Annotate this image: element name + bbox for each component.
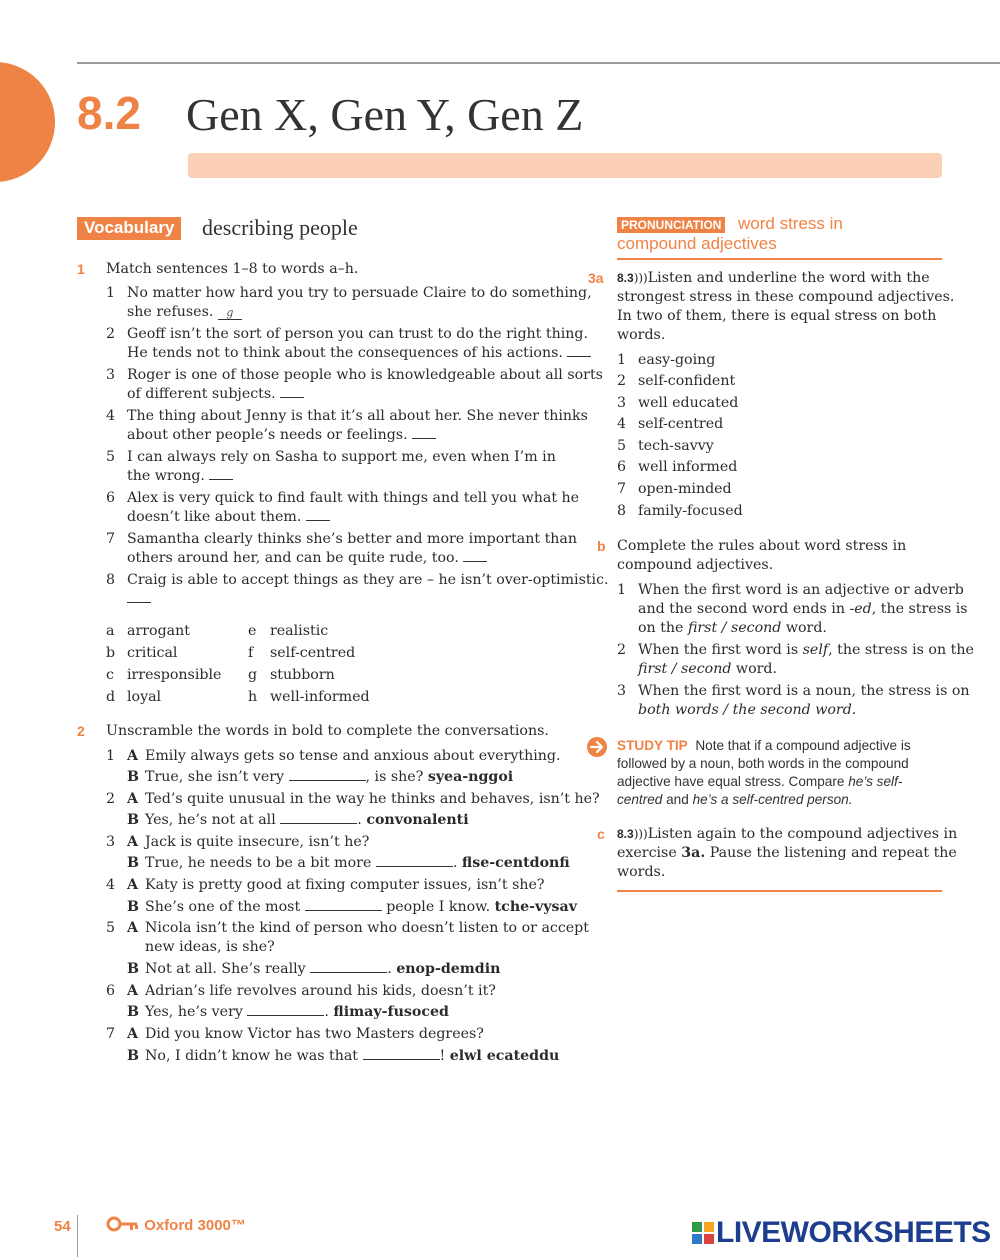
ex3b-label: b: [597, 538, 606, 554]
ex2-instruction: Unscramble the words in bold to complete the conversations.: [106, 723, 549, 739]
speaker-a: A: [127, 791, 139, 807]
study-tip-text: centred and he’s a self-centred person.: [617, 792, 853, 807]
decorative-orange-circle: [0, 62, 55, 182]
rule-text: and the second word ends in -ed, the stress is: [638, 601, 968, 617]
ex1-item-number: 1: [106, 285, 116, 301]
audio-icon[interactable]: ))): [633, 271, 648, 285]
liveworksheets-logo: LIVEWORKSHEETS: [692, 1216, 991, 1250]
vocabulary-badge: Vocabulary: [77, 217, 181, 240]
conv-number: 4: [106, 877, 116, 893]
ex3a-instruction: 8.3)))Listen and underline the word with the: [617, 270, 930, 286]
title-bar: [188, 153, 942, 178]
item-number: 1: [617, 352, 627, 368]
speaker-a: A: [127, 834, 139, 850]
ex1-instruction: Match sentences 1–8 to words a–h.: [106, 261, 359, 277]
vocabulary-heading: describing people: [202, 215, 358, 240]
speaker-b: B: [127, 769, 139, 785]
ex1-item-text: Samantha clearly thinks she’s better and more important than: [127, 531, 578, 547]
conv-number: 2: [106, 791, 116, 807]
ex3a-instruction: In two of them, there is equal stress on both: [617, 308, 937, 324]
speaker-a: A: [127, 1026, 139, 1042]
conv-number: 5: [106, 920, 116, 936]
item-number: 6: [617, 459, 627, 475]
oxford-3000-label: Oxford 3000™: [106, 1216, 246, 1234]
liveworksheets-logo-icon: [692, 1218, 714, 1240]
answer-blank[interactable]: [412, 426, 436, 439]
line-a: Adrian’s life revolves around his kids, doesn’t it?: [145, 983, 496, 999]
word-letter: a: [106, 623, 115, 639]
speaker-a: A: [127, 920, 139, 936]
speaker-b: B: [127, 961, 139, 977]
scrambled-word: tche-vysav: [494, 899, 577, 915]
footer-divider: [77, 1215, 78, 1257]
ex1-item-text: No matter how hard you try to persuade Claire to do something,: [127, 285, 592, 301]
ex1-item-text: The thing about Jenny is that it’s all about her. She never thinks: [127, 408, 588, 424]
compound-adjective[interactable]: self-confident: [638, 373, 736, 389]
section-divider: [617, 890, 942, 892]
item-number: 2: [617, 373, 627, 389]
line-b: True, she isn’t very , is she? syea-nggoi: [145, 769, 514, 785]
speaker-a: A: [127, 983, 139, 999]
conv-number: 6: [106, 983, 116, 999]
line-b: No, I didn’t know he was that ! elwl ecateddu: [145, 1048, 560, 1064]
ex1-item-number: 2: [106, 326, 116, 342]
unit-number: 8.2: [77, 87, 141, 139]
arrow-right-circle-icon: [586, 736, 608, 758]
speaker-b: B: [127, 812, 139, 828]
ex3c-instruction: words.: [617, 864, 666, 880]
rule-text: When the first word is a noun, the stress is on: [638, 683, 970, 699]
conv-number: 1: [106, 748, 116, 764]
ex1-item-text: I can always rely on Sasha to support me, even when I’m in: [127, 449, 556, 465]
ex1-item-number: 5: [106, 449, 116, 465]
line-a: Katy is pretty good at fixing computer issues, isn’t she?: [145, 877, 545, 893]
word: arrogant: [127, 623, 190, 639]
word: realistic: [270, 623, 329, 639]
ex3b-instruction: Complete the rules about word stress in: [617, 538, 907, 554]
line-b: Yes, he’s not at all . convonalenti: [145, 812, 469, 828]
line-a: Did you know Victor has two Masters degrees?: [145, 1026, 484, 1042]
answer-blank[interactable]: [310, 960, 387, 973]
ex1-item-text: of different subjects.: [127, 385, 304, 405]
ex1-item-number: 4: [106, 408, 116, 424]
compound-adjective[interactable]: well informed: [638, 459, 738, 475]
answer-blank[interactable]: [305, 898, 382, 911]
ex1-number: 1: [77, 261, 85, 277]
ex3c-instruction: exercise 3a. Pause the listening and repeat the: [617, 845, 957, 861]
answer-blank[interactable]: g: [218, 307, 242, 320]
scrambled-word: elwl ecateddu: [449, 1048, 560, 1064]
ex1-item-number: 8: [106, 572, 116, 588]
rule-number: 3: [617, 683, 627, 699]
choice-option[interactable]: both words / the second word: [638, 702, 852, 718]
line-b: Yes, he’s very . flimay-fusoced: [145, 1004, 449, 1020]
scrambled-word: flimay-fusoced: [333, 1004, 449, 1020]
word-letter: h: [248, 689, 258, 705]
word: self-centred: [270, 645, 356, 661]
word-letter: c: [106, 667, 114, 683]
line-a: new ideas, is she?: [145, 939, 275, 955]
ex1-item-text: the wrong.: [127, 467, 233, 487]
ex1-item-text: [127, 590, 151, 610]
page-title: Gen X, Gen Y, Gen Z: [186, 89, 584, 140]
speaker-b: B: [127, 855, 139, 871]
pronunciation-badge: PRONUNCIATION: [617, 217, 725, 233]
compound-adjective[interactable]: self-centred: [638, 416, 724, 432]
word: loyal: [127, 689, 162, 705]
choice-option[interactable]: first / second: [687, 620, 782, 636]
rule-text: on the first / second word.: [638, 620, 827, 636]
ex3c-label: c: [597, 826, 605, 842]
answer-blank[interactable]: [280, 811, 357, 824]
ex1-item-number: 7: [106, 531, 116, 547]
page-number: 54: [54, 1218, 71, 1235]
answer-blank[interactable]: [289, 768, 366, 781]
ex2-number: 2: [77, 723, 85, 739]
line-a: Ted’s quite unusual in the way he thinks and behaves, isn’t he?: [145, 791, 600, 807]
word: stubborn: [270, 667, 335, 683]
speaker-b: B: [127, 899, 139, 915]
line-a: Jack is quite insecure, isn’t he?: [145, 834, 370, 850]
ex3a-instruction: strongest stress in these compound adjectives.: [617, 289, 955, 305]
rule-text: When the first word is an adjective or adverb: [638, 582, 964, 598]
ex1-item-text: others around her, and can be quite rude, too.: [127, 549, 487, 569]
compound-adjective[interactable]: tech-savvy: [638, 438, 714, 454]
top-divider: [77, 62, 1000, 64]
choice-option[interactable]: first / second: [638, 661, 732, 677]
answer-blank[interactable]: [376, 854, 453, 867]
scrambled-word: flse-centdonfi: [461, 855, 570, 871]
word: critical: [127, 645, 178, 661]
item-number: 4: [617, 416, 627, 432]
scrambled-word: convonalenti: [366, 812, 469, 828]
speaker-b: B: [127, 1004, 139, 1020]
speaker-a: A: [127, 877, 139, 893]
conv-number: 7: [106, 1026, 116, 1042]
rule-number: 2: [617, 642, 627, 658]
compound-adjective[interactable]: well educated: [638, 395, 739, 411]
conv-number: 3: [106, 834, 116, 850]
ex1-item-number: 6: [106, 490, 116, 506]
answer-blank[interactable]: [463, 549, 487, 562]
compound-adjective[interactable]: open-minded: [638, 481, 732, 497]
rule-number: 1: [617, 582, 627, 598]
ex1-item-text: Geoff isn’t the sort of person you can trust to do the right thing.: [127, 326, 588, 342]
rule-text: both words / the second word.: [638, 702, 857, 718]
ex1-item-text: doesn’t like about them.: [127, 508, 330, 528]
ex1-item-text: Roger is one of those people who is knowledgeable about all sorts: [127, 367, 603, 383]
word-letter: b: [106, 645, 116, 661]
answer-blank[interactable]: [363, 1047, 440, 1060]
compound-adjective[interactable]: easy-going: [638, 352, 716, 368]
answer-blank[interactable]: [209, 467, 233, 480]
ex3a-label: 3a: [588, 270, 604, 286]
word-letter: d: [106, 689, 116, 705]
scrambled-word: syea-nggoi: [427, 769, 514, 785]
word: well-informed: [270, 689, 370, 705]
line-a: Nicola isn’t the kind of person who doesn’t listen to or accept: [145, 920, 589, 936]
audio-icon[interactable]: ))): [633, 827, 648, 841]
line-b: She’s one of the most people I know. tche-vysav: [145, 899, 577, 915]
speaker-a: A: [127, 748, 139, 764]
key-icon: [106, 1217, 144, 1234]
answer-blank[interactable]: [127, 590, 151, 603]
ex1-item-text: Alex is very quick to find fault with things and tell you what he: [127, 490, 580, 506]
item-number: 3: [617, 395, 627, 411]
ex1-item-text: about other people’s needs or feelings.: [127, 426, 436, 446]
ex1-item-number: 3: [106, 367, 116, 383]
ex3b-instruction: compound adjectives.: [617, 557, 774, 573]
study-tip-text: STUDY TIP Note that if a compound adjective is: [617, 738, 911, 753]
rule-text: first / second word.: [638, 661, 777, 677]
pronunciation-title: compound adjectives: [617, 234, 777, 253]
word-letter: f: [248, 645, 254, 661]
pronunciation-title: word stress in: [738, 214, 843, 233]
answer-blank[interactable]: [306, 508, 330, 521]
study-tip-label: STUDY TIP: [617, 738, 688, 753]
scrambled-word: enop-demdin: [396, 961, 501, 977]
answer-blank[interactable]: [280, 385, 304, 398]
item-number: 7: [617, 481, 627, 497]
ex1-item-text: Craig is able to accept things as they are – he isn’t over-optimistic.: [127, 572, 609, 588]
study-tip-text: adjective have equal stress. Compare he’s self-: [617, 774, 903, 789]
word-letter: e: [248, 623, 257, 639]
item-number: 8: [617, 503, 627, 519]
ex3a-instruction: words.: [617, 327, 666, 343]
rule-text: When the first word is self, the stress is on the: [638, 642, 974, 658]
study-tip-text: followed by a noun, both words in the compound: [617, 756, 909, 771]
line-a: Emily always gets so tense and anxious about everything.: [145, 748, 561, 764]
line-b: True, he needs to be a bit more . flse-centdonfi: [145, 855, 570, 871]
word-letter: g: [248, 667, 258, 683]
ex1-item-text: she refuses. g: [127, 303, 242, 323]
compound-adjective[interactable]: family-focused: [638, 503, 743, 519]
word: irresponsible: [127, 667, 222, 683]
ex1-item-text: He tends not to think about the consequences of his actions.: [127, 344, 591, 364]
section-divider: [617, 258, 942, 260]
item-number: 5: [617, 438, 627, 454]
answer-blank[interactable]: [567, 344, 591, 357]
line-b: Not at all. She’s really . enop-demdin: [145, 961, 501, 977]
speaker-b: B: [127, 1048, 139, 1064]
answer-blank[interactable]: [247, 1003, 324, 1016]
ex3c-instruction: 8.3)))Listen again to the compound adjectives in: [617, 826, 958, 842]
